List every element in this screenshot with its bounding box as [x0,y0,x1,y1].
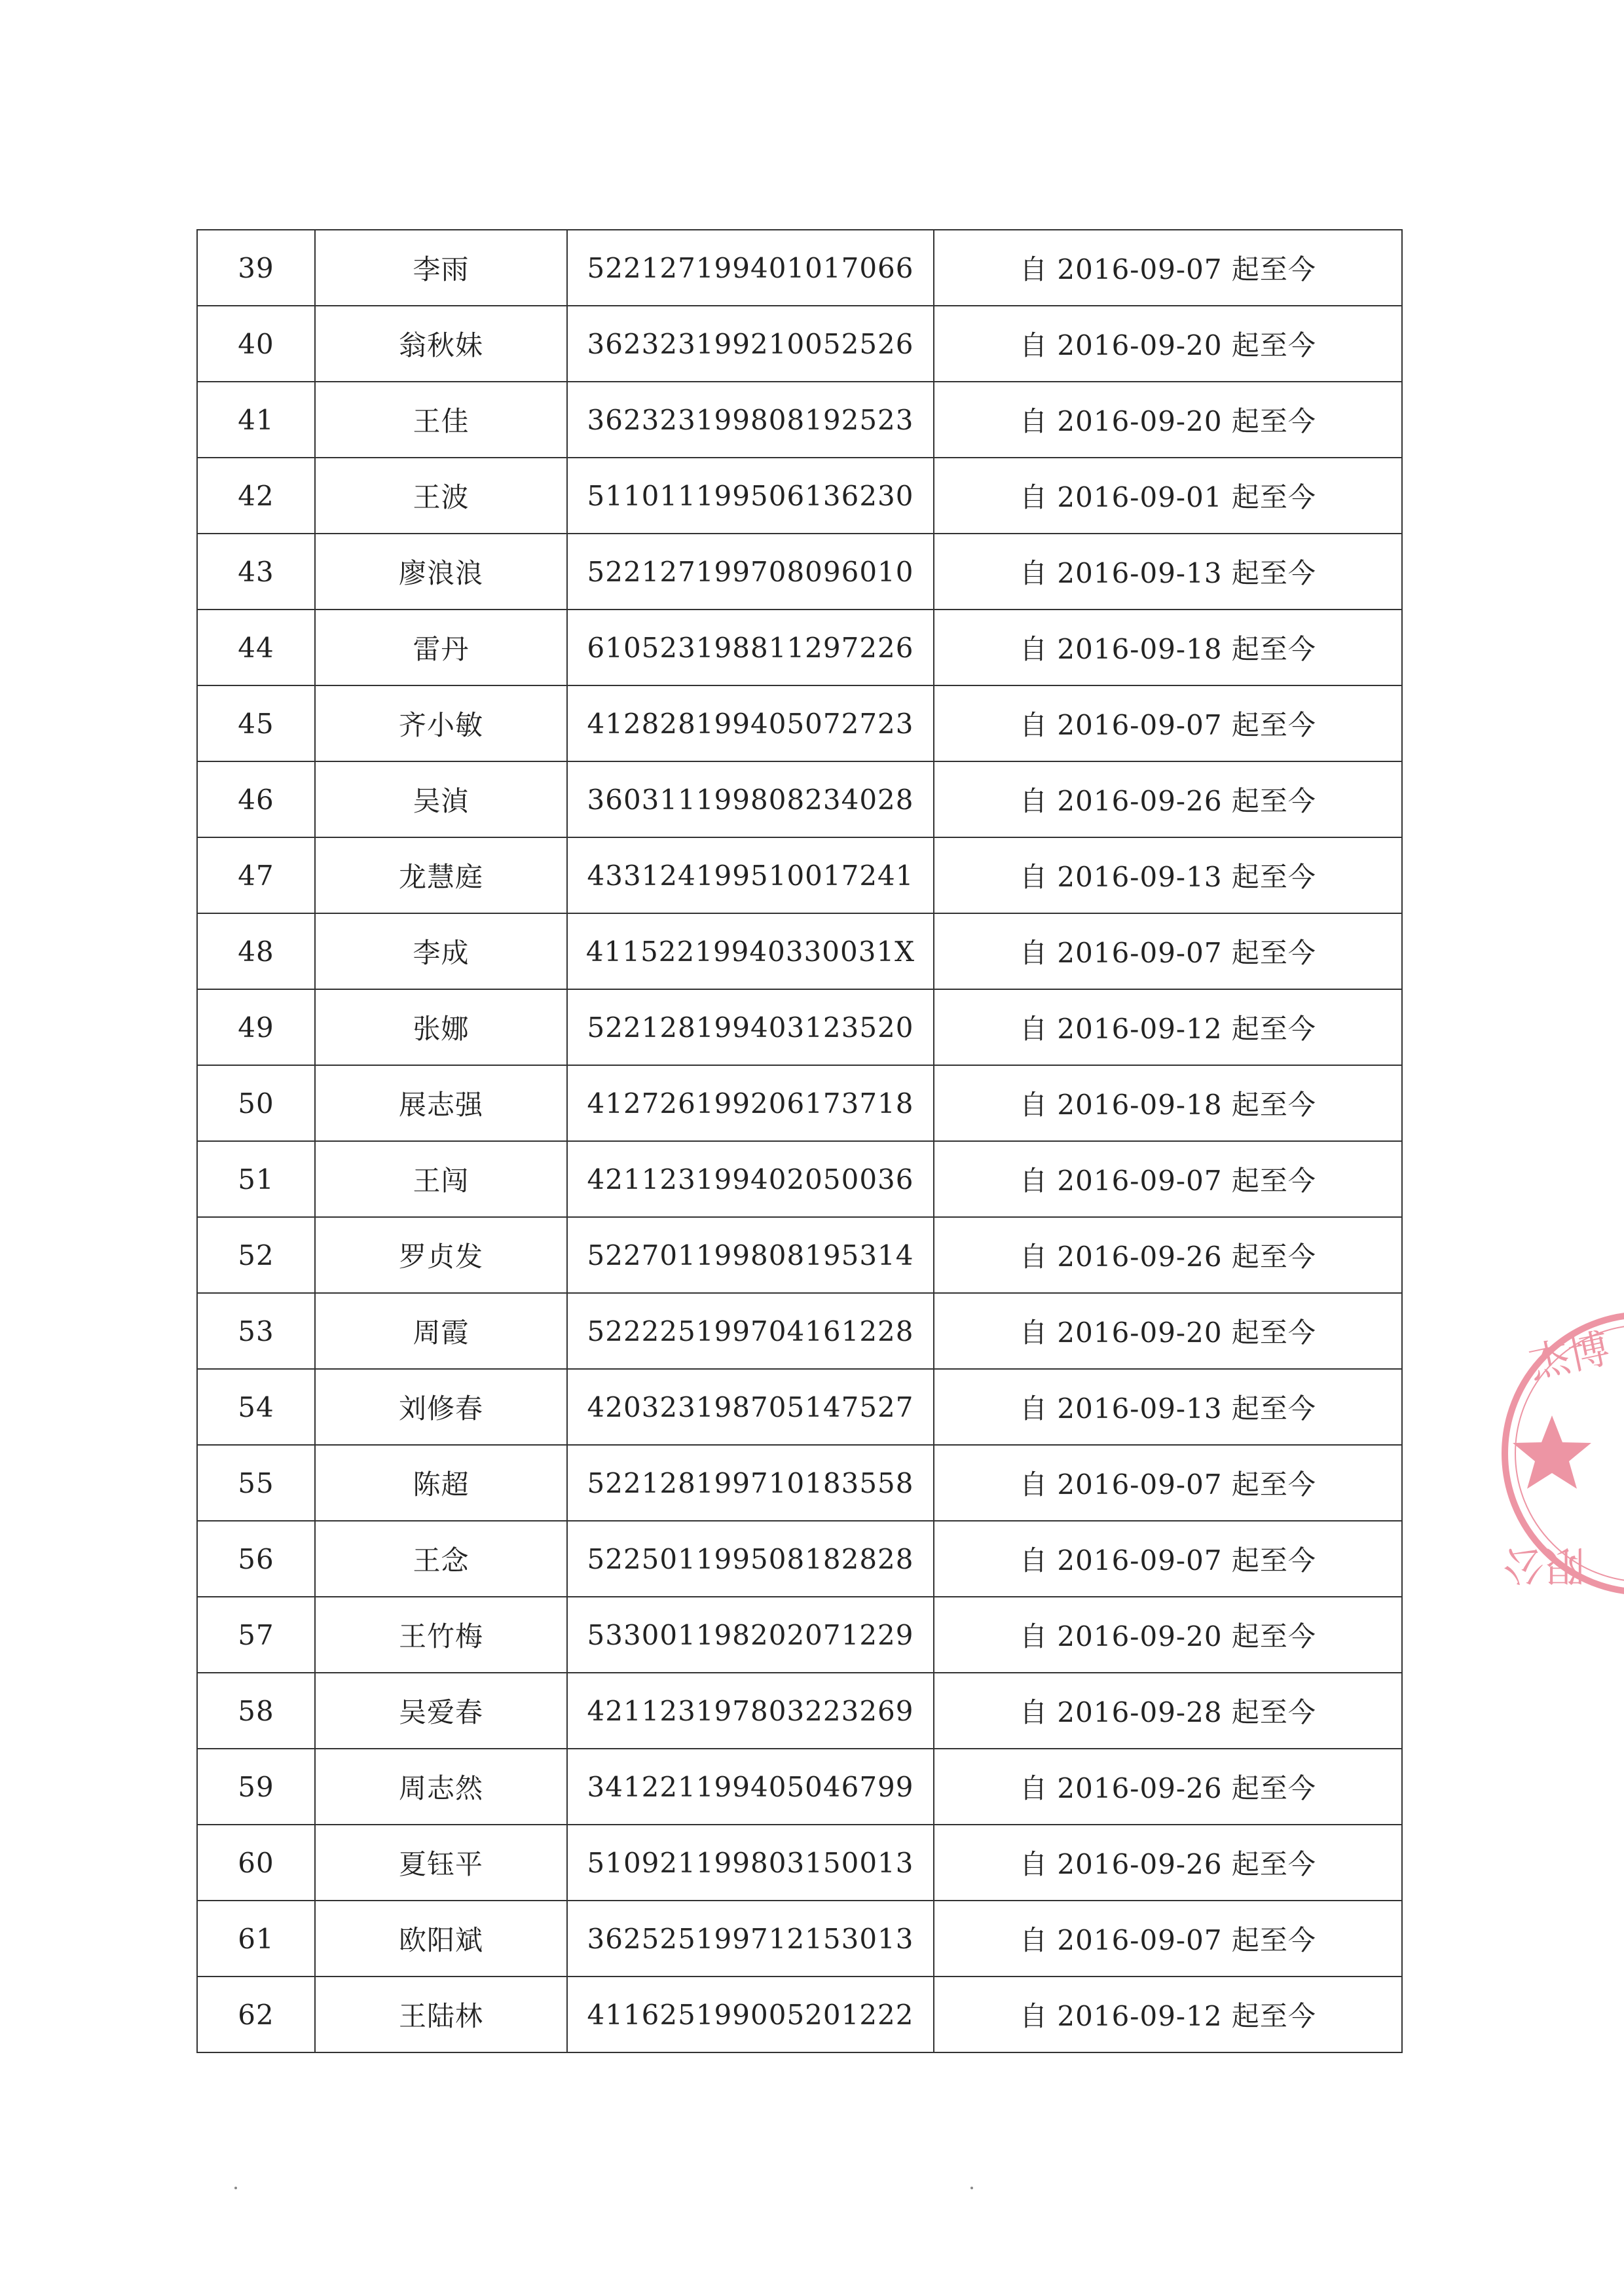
row-number: 45 [197,685,315,761]
row-number: 42 [197,458,315,534]
table-row [197,1065,1402,1141]
id-number: 610523198811297226 [567,610,934,685]
employee-name: 吴爱春 [315,1673,567,1749]
employment-period: 自 2016-09-07 起至今 [934,685,1402,761]
star-icon [1513,1415,1591,1489]
row-number: 62 [197,1977,315,2052]
employment-period: 自 2016-09-12 起至今 [934,1977,1402,2052]
employee-name: 王闯 [315,1141,567,1217]
id-number: 411625199005201222 [567,1977,934,2052]
employee-name: 周霞 [315,1293,567,1369]
table-row [197,1901,1402,1977]
id-number: 341221199405046799 [567,1749,934,1825]
table-row [197,837,1402,913]
employee-name: 雷丹 [315,610,567,685]
row-number: 56 [197,1521,315,1597]
row-number: 60 [197,1825,315,1901]
id-number: 412726199206173718 [567,1065,934,1141]
table-row [197,1673,1402,1749]
id-number: 522225199704161228 [567,1293,934,1369]
employment-period: 自 2016-09-12 起至今 [934,989,1402,1065]
table-row [197,1977,1402,2052]
row-number: 51 [197,1141,315,1217]
id-number: 433124199510017241 [567,837,934,913]
employment-period: 自 2016-09-07 起至今 [934,1901,1402,1977]
employee-name: 翁秋妹 [315,306,567,382]
row-number: 52 [197,1217,315,1293]
table-row [197,534,1402,610]
row-number: 48 [197,913,315,989]
table-row [197,913,1402,989]
id-number: 522128199403123520 [567,989,934,1065]
employment-period: 自 2016-09-07 起至今 [934,1521,1402,1597]
table-row [197,306,1402,382]
employment-period: 自 2016-09-07 起至今 [934,1445,1402,1521]
employment-period: 自 2016-09-26 起至今 [934,1217,1402,1293]
row-number: 44 [197,610,315,685]
row-number: 54 [197,1369,315,1445]
table-row [197,1293,1402,1369]
row-number: 53 [197,1293,315,1369]
employment-period: 自 2016-09-20 起至今 [934,306,1402,382]
seal-text-bottom: 限公 [1503,1542,1585,1590]
table-row [197,1521,1402,1597]
employment-period: 自 2016-09-01 起至今 [934,458,1402,534]
employee-name: 陈超 [315,1445,567,1521]
employee-name: 李雨 [315,230,567,306]
table-row [197,1597,1402,1673]
table-row [197,610,1402,685]
table-row [197,1825,1402,1901]
id-number: 522127199401017066 [567,230,934,306]
id-number: 420323198705147527 [567,1369,934,1445]
id-number: 522501199508182828 [567,1521,934,1597]
employee-table-body [197,230,1402,2052]
employee-table [196,229,1403,2053]
employment-period: 自 2016-09-13 起至今 [934,1369,1402,1445]
table-row [197,1217,1402,1293]
employee-name: 王陆林 [315,1977,567,2052]
table-row [197,1749,1402,1825]
employment-period: 自 2016-09-26 起至今 [934,761,1402,837]
employee-name: 张娜 [315,989,567,1065]
table-row [197,458,1402,534]
scan-speck [970,2187,973,2189]
id-number: 510921199803150013 [567,1825,934,1901]
id-number: 522127199708096010 [567,534,934,610]
row-number: 47 [197,837,315,913]
seal-text-top: 杰博 [1524,1324,1614,1388]
row-number: 46 [197,761,315,837]
employee-name: 王波 [315,458,567,534]
employment-period: 自 2016-09-20 起至今 [934,1293,1402,1369]
row-number: 40 [197,306,315,382]
table-row [197,989,1402,1065]
employment-period: 自 2016-09-18 起至今 [934,1065,1402,1141]
table-row [197,1445,1402,1521]
row-number: 55 [197,1445,315,1521]
id-number: 522701199808195314 [567,1217,934,1293]
id-number: 421123197803223269 [567,1673,934,1749]
row-number: 50 [197,1065,315,1141]
table-row [197,1141,1402,1217]
employee-name: 王竹梅 [315,1597,567,1673]
id-number: 412828199405072723 [567,685,934,761]
id-number: 533001198202071229 [567,1597,934,1673]
employee-name: 齐小敏 [315,685,567,761]
employee-name: 刘修春 [315,1369,567,1445]
employee-name: 李成 [315,913,567,989]
employment-period: 自 2016-09-26 起至今 [934,1749,1402,1825]
row-number: 49 [197,989,315,1065]
row-number: 43 [197,534,315,610]
employee-name: 夏钰平 [315,1825,567,1901]
id-number: 41152219940330031X [567,913,934,989]
table-row [197,685,1402,761]
employment-period: 自 2016-09-07 起至今 [934,1141,1402,1217]
table-row [197,382,1402,458]
employee-name: 周志然 [315,1749,567,1825]
id-number: 522128199710183558 [567,1445,934,1521]
table-row [197,761,1402,837]
employee-name: 王佳 [315,382,567,458]
employment-period: 自 2016-09-07 起至今 [934,230,1402,306]
id-number: 362323199808192523 [567,382,934,458]
employee-name: 欧阳斌 [315,1901,567,1977]
employee-name: 龙慧庭 [315,837,567,913]
employment-period: 自 2016-09-07 起至今 [934,913,1402,989]
id-number: 360311199808234028 [567,761,934,837]
company-seal [1493,1303,1624,1604]
id-number: 421123199402050036 [567,1141,934,1217]
employment-period: 自 2016-09-26 起至今 [934,1825,1402,1901]
row-number: 58 [197,1673,315,1749]
id-number: 362525199712153013 [567,1901,934,1977]
employment-period: 自 2016-09-13 起至今 [934,837,1402,913]
employment-period: 自 2016-09-20 起至今 [934,1597,1402,1673]
employment-period: 自 2016-09-13 起至今 [934,534,1402,610]
table-row [197,230,1402,306]
row-number: 39 [197,230,315,306]
employment-period: 自 2016-09-20 起至今 [934,382,1402,458]
id-number: 511011199506136230 [567,458,934,534]
row-number: 59 [197,1749,315,1825]
employee-name: 展志强 [315,1065,567,1141]
employee-name: 王念 [315,1521,567,1597]
table-row [197,1369,1402,1445]
employee-name: 廖浪浪 [315,534,567,610]
employment-period: 自 2016-09-18 起至今 [934,610,1402,685]
id-number: 362323199210052526 [567,306,934,382]
employee-name: 吴湞 [315,761,567,837]
row-number: 61 [197,1901,315,1977]
row-number: 57 [197,1597,315,1673]
row-number: 41 [197,382,315,458]
scan-speck [234,2187,237,2189]
employee-name: 罗贞发 [315,1217,567,1293]
employment-period: 自 2016-09-28 起至今 [934,1673,1402,1749]
